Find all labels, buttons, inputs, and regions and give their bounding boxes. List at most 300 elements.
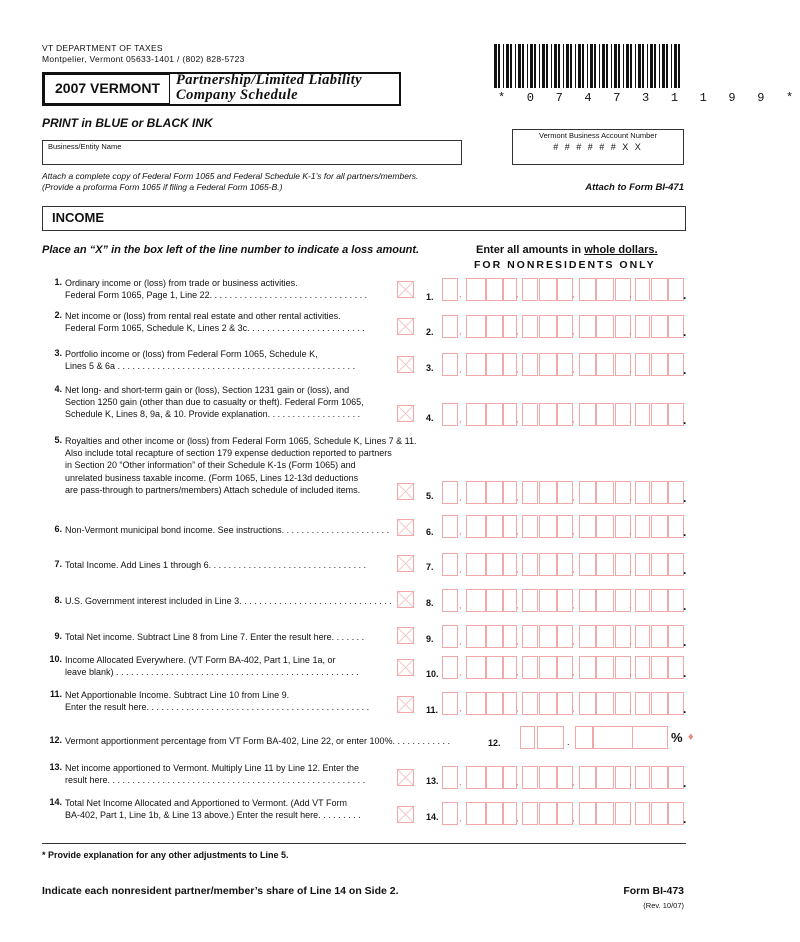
thousands-separator: , [516, 777, 519, 787]
whole-dollars-instruction [476, 244, 658, 256]
digit-cell [466, 553, 486, 576]
thousands-separator: , [516, 326, 519, 336]
digit-cell [486, 515, 503, 538]
decimal-point: . [683, 776, 687, 790]
thousands-separator: , [516, 526, 519, 536]
line-description [65, 277, 367, 301]
line-description-row: Also include total recapture of section 179 expense deduction reported to partners [65, 448, 392, 459]
digit-cell [522, 515, 538, 538]
digit-cell [579, 766, 596, 789]
digit-cell [635, 802, 650, 825]
thousands-separator: , [459, 600, 462, 610]
digit-cell [522, 553, 538, 576]
account-number-value: # # # # # # X X [553, 142, 643, 152]
line-number: 4. [54, 384, 62, 394]
barcode-bar [542, 44, 545, 88]
loss-checkbox[interactable] [397, 483, 414, 500]
digit-cell [635, 656, 650, 679]
thousands-separator: , [459, 703, 462, 713]
digit-cell [596, 353, 614, 376]
amount-input[interactable] [440, 403, 686, 426]
line-reference: 13. [426, 776, 439, 786]
line-description [65, 631, 364, 643]
line-description-row: Net income apportioned to Vermont. Multiply Line 11 by Line 12. Enter the [65, 763, 360, 773]
digit-cell [539, 692, 557, 715]
line-number: 2. [54, 310, 62, 320]
digit-cell [557, 403, 573, 426]
digit-cell [539, 656, 557, 679]
explanation-note: * Provide explanation for any other adjustments to Line 5. [42, 850, 289, 860]
line-description-row: Total Net Income Allocated and Apportioned to Vermont. (Add VT Form [65, 798, 347, 808]
digit-cell [596, 515, 614, 538]
line-number: 7. [54, 559, 62, 569]
divider [42, 843, 686, 844]
line-reference: 1. [426, 292, 434, 302]
loss-checkbox[interactable] [397, 519, 414, 536]
line-number: 14. [49, 797, 62, 807]
digit-cell [503, 515, 517, 538]
income-section-header [42, 206, 686, 231]
digit-cell [466, 802, 486, 825]
digit-cell [522, 802, 538, 825]
digit-cell [635, 315, 650, 338]
digit-cell [539, 625, 557, 648]
digit-cell [635, 403, 650, 426]
digit-cell [486, 692, 503, 715]
digit-cell [466, 353, 486, 376]
line-description-row: U.S. Government interest included in Line 3. . . . . . . . . . . . . . . . . . . . . . . . . . . . . . . [65, 596, 392, 606]
amount-input[interactable] [440, 802, 686, 825]
barcode-bar [551, 44, 552, 88]
digit-cell [635, 278, 650, 301]
thousands-separator: , [459, 564, 462, 574]
line-description-row: Income Allocated Everywhere. (VT Form BA-402, Part 1, Line 1a, or [65, 655, 336, 665]
barcode-bar [623, 44, 624, 88]
decimal-point: . [683, 325, 687, 339]
barcode-bar [563, 44, 564, 88]
loss-checkbox[interactable] [397, 356, 414, 373]
digit-cell [651, 315, 668, 338]
line-description [65, 595, 392, 607]
line-description-row: leave blank) . . . . . . . . . . . . . . . . . . . . . . . . . . . . . . . . . . . . . . . . . . . . . . . . . [65, 667, 359, 678]
line-number: 13. [49, 762, 62, 772]
thousands-separator: , [572, 492, 575, 502]
digit-cell [635, 353, 650, 376]
digit-cell [668, 802, 687, 826]
thousands-separator: , [572, 777, 575, 787]
digit-cell [596, 625, 614, 648]
digit-cell [651, 625, 668, 648]
digit-cell [579, 589, 596, 612]
digit-cell [442, 481, 458, 504]
digit-cell [442, 353, 458, 376]
decimal-point: . [683, 363, 687, 377]
digit-cell [522, 481, 538, 504]
thousands-separator: , [629, 667, 632, 677]
thousands-separator: , [629, 326, 632, 336]
thousands-separator: , [572, 289, 575, 299]
decimal-point: . [683, 635, 687, 649]
digit-cell [635, 553, 650, 576]
barcode [494, 44, 682, 88]
barcode-bar [611, 44, 612, 88]
form-number: Form BI-473 [623, 885, 684, 897]
line-description-row: Lines 5 & 6a . . . . . . . . . . . . . . . . . . . . . . . . . . . . . . . . . . . . . . . . . . . . . . . . [65, 361, 356, 372]
barcode-bar [654, 44, 656, 88]
digit-cell [503, 656, 517, 679]
line-description [65, 384, 364, 421]
thousands-separator: , [516, 414, 519, 424]
decimal-point: . [683, 491, 687, 505]
digit-cell [557, 553, 573, 576]
amount-input[interactable] [440, 766, 686, 789]
line-description-row: are pass-through to partners/members) Attach schedule of included items. [65, 484, 361, 495]
barcode-bar [530, 44, 533, 88]
attach-note-2: (Provide a proforma Form 1065 if filing a Federal Form 1065-B.) [42, 182, 283, 192]
line-description-row: Portfolio income or (loss) from Federal Form 1065, Schedule K, [65, 349, 318, 359]
thousands-separator: , [629, 703, 632, 713]
digit-cell [596, 656, 614, 679]
digit-cell [522, 656, 538, 679]
line-description [65, 735, 450, 747]
thousands-separator: , [459, 364, 462, 374]
decimal-point: . [683, 702, 687, 716]
barcode-bar [659, 44, 660, 88]
thousands-separator: , [516, 703, 519, 713]
digit-cell [539, 766, 557, 789]
line-description [65, 797, 361, 821]
barcode-bar [558, 44, 560, 88]
digit-cell [539, 515, 557, 538]
digit-cell [651, 656, 668, 679]
digit-cell [442, 625, 458, 648]
digit-cell [668, 656, 687, 680]
account-number-label: Vermont Business Account Number [539, 131, 657, 140]
digit-cell [668, 625, 687, 649]
barcode-bar [647, 44, 648, 88]
digit-cell [651, 403, 668, 426]
decimal-point: . [683, 599, 687, 613]
thousands-separator: , [516, 492, 519, 502]
line-description [65, 348, 355, 372]
digit-cell [503, 553, 517, 576]
barcode-bar [575, 44, 576, 88]
digit-cell [539, 481, 557, 504]
barcode-bar [506, 44, 509, 88]
line-description-row: Net income or (loss) from rental real estate and other rental activities. [65, 311, 341, 321]
thousands-separator: , [629, 364, 632, 374]
thousands-separator: , [459, 813, 462, 823]
barcode-bar [582, 44, 584, 88]
barcode-bar [602, 44, 605, 88]
barcode-bar [614, 44, 617, 88]
thousands-separator: , [629, 564, 632, 574]
thousands-separator: , [516, 564, 519, 574]
digit-cell [557, 692, 573, 715]
digit-cell [537, 726, 564, 749]
digit-cell [557, 656, 573, 679]
digit-cell [596, 766, 614, 789]
digit-cell [503, 353, 517, 376]
digit-cell [539, 278, 557, 301]
department-address: Montpelier, Vermont 05633-1401 / (802) 828-5723 [42, 54, 245, 64]
loss-checkbox[interactable] [397, 806, 414, 823]
line-description-row: unrelated business taxable income. (Form 1065, Lines 12-13d deductions [65, 472, 359, 483]
digit-cell [575, 726, 593, 749]
line-description-row: Section 1250 gain (other than due to casualty or theft). Federal Form 1065, [65, 397, 364, 408]
amount-input[interactable] [440, 315, 686, 338]
digit-cell [522, 403, 538, 426]
whole-dollars-emphasis: whole dollars. [584, 244, 658, 256]
business-name-label: Business/Entity Name [48, 142, 122, 151]
thousands-separator: , [516, 364, 519, 374]
line-description [65, 524, 389, 536]
amount-input[interactable] [440, 353, 686, 376]
loss-checkbox[interactable] [397, 627, 414, 644]
line-number: 5. [54, 435, 62, 445]
digit-cell [635, 481, 650, 504]
attach-note-1: Attach a complete copy of Federal Form 1065 and Federal Schedule K-1’s for all partners/members. [42, 171, 419, 181]
barcode-bar [635, 44, 636, 88]
barcode-bar [626, 44, 629, 88]
digit-cell [486, 315, 503, 338]
digit-cell [579, 656, 596, 679]
digit-cell [651, 766, 668, 789]
whole-dollars-prefix: Enter all amounts in [476, 244, 585, 256]
digit-cell [522, 315, 538, 338]
barcode-bar [578, 44, 581, 88]
thousands-separator: , [629, 492, 632, 502]
barcode-bar [498, 44, 500, 88]
line-description-row: Total Income. Add Lines 1 through 6. . . . . . . . . . . . . . . . . . . . . . . . . . . . . . . . [65, 560, 367, 570]
digit-cell [466, 656, 486, 679]
loss-checkbox[interactable] [397, 659, 414, 676]
barcode-bar [515, 44, 516, 88]
digit-cell [466, 515, 486, 538]
thousands-separator: , [629, 813, 632, 823]
digit-cell [632, 726, 668, 749]
barcode-bar [522, 44, 524, 88]
digit-cell [486, 625, 503, 648]
thousands-separator: , [516, 813, 519, 823]
loss-checkbox[interactable] [397, 591, 414, 608]
digit-cell [579, 802, 596, 825]
form-title [176, 73, 362, 103]
line-number: 10. [49, 654, 62, 664]
year-label: 2007 VERMONT [44, 74, 170, 104]
digit-cell [593, 726, 633, 749]
digit-cell [557, 481, 573, 504]
digit-cell [486, 589, 503, 612]
thousands-separator: , [629, 600, 632, 610]
line-description [65, 310, 365, 334]
digit-cell [596, 553, 614, 576]
digit-cell [557, 802, 573, 825]
digit-cell [503, 589, 517, 612]
loss-checkbox[interactable] [397, 769, 414, 786]
barcode-bar [671, 44, 672, 88]
decimal-point: . [683, 563, 687, 577]
decimal-point: . [683, 413, 687, 427]
thousands-separator: , [572, 813, 575, 823]
print-instruction: PRINT in BLUE or BLACK INK [42, 116, 213, 130]
amount-input[interactable] [440, 589, 686, 612]
barcode-bar [678, 44, 680, 88]
digit-cell [579, 692, 596, 715]
loss-checkbox[interactable] [397, 555, 414, 572]
digit-cell [557, 766, 573, 789]
digit-cell [668, 403, 687, 427]
digit-cell [596, 692, 614, 715]
amount-input[interactable] [440, 625, 686, 648]
digit-cell [596, 802, 614, 825]
barcode-bar [527, 44, 528, 88]
thousands-separator: , [629, 289, 632, 299]
line-number: 6. [54, 524, 62, 534]
line-reference: 6. [426, 527, 434, 537]
loss-checkbox[interactable] [397, 696, 414, 713]
digit-cell [635, 515, 650, 538]
digit-cell [486, 481, 503, 504]
digit-cell [557, 625, 573, 648]
line-description-row: Royalties and other income or (loss) from Federal Form 1065, Schedule K, Lines 7 & 11. [65, 436, 417, 446]
loss-checkbox[interactable] [397, 318, 414, 335]
digit-cell [651, 515, 668, 538]
amount-input[interactable] [440, 692, 686, 715]
thousands-separator: , [629, 636, 632, 646]
digit-cell [579, 515, 596, 538]
digit-cell [522, 625, 538, 648]
line-number: 12. [49, 735, 62, 745]
digit-cell [668, 315, 687, 339]
digit-cell [539, 589, 557, 612]
line-number: 11. [49, 689, 62, 699]
department-name: VT DEPARTMENT OF TAXES [42, 43, 163, 53]
digit-cell [651, 802, 668, 825]
digit-cell [503, 403, 517, 426]
line-description-row: Ordinary income or (loss) from trade or business activities. [65, 278, 298, 288]
line-description-row: Non-Vermont municipal bond income. See instructions. . . . . . . . . . . . . . . . . . . . . . [65, 525, 390, 535]
digit-cell [539, 353, 557, 376]
digit-cell [503, 766, 517, 789]
barcode-bar [539, 44, 540, 88]
amount-input[interactable] [440, 656, 686, 679]
barcode-bar [554, 44, 557, 88]
loss-checkbox[interactable] [397, 281, 414, 298]
digit-cell [466, 766, 486, 789]
digit-cell [635, 625, 650, 648]
digit-cell [486, 802, 503, 825]
revision-date: (Rev. 10/07) [643, 901, 684, 910]
digit-cell [486, 656, 503, 679]
digit-cell [503, 625, 517, 648]
loss-instruction: Place an “X” in the box left of the line number to indicate a loss amount. [42, 244, 420, 256]
line-description-row: Federal Form 1065, Schedule K, Lines 2 & 3c. . . . . . . . . . . . . . . . . . . . . . . . [65, 323, 365, 334]
thousands-separator: , [459, 667, 462, 677]
line-description [65, 689, 369, 713]
barcode-bar [594, 44, 596, 88]
percentage-input[interactable] [440, 726, 686, 749]
amount-input[interactable] [440, 278, 686, 301]
line-description-row: Schedule K, Lines 8, 9a, & 10. Provide explanation. . . . . . . . . . . . . . . . . . . [65, 409, 361, 420]
digit-cell [466, 278, 486, 301]
line-reference: 2. [426, 327, 434, 337]
digit-cell [442, 766, 458, 789]
amount-input[interactable] [440, 481, 686, 504]
barcode-bar [650, 44, 653, 88]
barcode-bar [518, 44, 521, 88]
digit-cell [668, 515, 687, 539]
amount-input[interactable] [440, 515, 686, 538]
digit-cell [466, 481, 486, 504]
digit-cell [539, 403, 557, 426]
digit-cell [668, 692, 687, 716]
digit-cell [520, 726, 535, 749]
digit-cell [503, 802, 517, 825]
digit-cell [579, 481, 596, 504]
line-number: 8. [54, 595, 62, 605]
digit-cell [651, 353, 668, 376]
thousands-separator: , [629, 414, 632, 424]
thousands-separator: , [572, 703, 575, 713]
barcode-bar [638, 44, 641, 88]
digit-cell [651, 692, 668, 715]
income-section-title: INCOME [52, 210, 104, 225]
digit-cell [596, 481, 614, 504]
digit-cell [442, 656, 458, 679]
loss-checkbox[interactable] [397, 405, 414, 422]
digit-cell [466, 589, 486, 612]
digit-cell [442, 553, 458, 576]
line-description [65, 435, 417, 496]
digit-cell [635, 589, 650, 612]
department-header [42, 43, 245, 65]
barcode-bar [662, 44, 665, 88]
digit-cell [442, 315, 458, 338]
digit-cell [651, 589, 668, 612]
digit-cell [579, 353, 596, 376]
digit-cell [522, 589, 538, 612]
digit-cell [486, 553, 503, 576]
line-number: 9. [54, 631, 62, 641]
digit-cell [557, 315, 573, 338]
nonresidents-only-label: FOR NONRESIDENTS ONLY [474, 259, 656, 271]
thousands-separator: , [459, 526, 462, 536]
thousands-separator: , [516, 667, 519, 677]
barcode-bar [642, 44, 644, 88]
digit-cell [651, 553, 668, 576]
form-title-line-1: Partnership/Limited Liability [176, 72, 363, 88]
form-title-line-2: Company Schedule [176, 87, 299, 103]
decimal-point: . [683, 812, 687, 826]
digit-cell [442, 589, 458, 612]
line-reference: 10. [426, 669, 439, 679]
amount-input[interactable] [440, 553, 686, 576]
barcode-bar [546, 44, 548, 88]
digit-cell [668, 353, 687, 377]
digit-cell [579, 403, 596, 426]
line-description-row: Enter the result here. . . . . . . . . . . . . . . . . . . . . . . . . . . . . . . . . . . . . . . . . . . . . [65, 702, 370, 713]
decimal-point: . [683, 525, 687, 539]
barcode-bar [570, 44, 572, 88]
digit-cell [442, 515, 458, 538]
line-number: 1. [54, 277, 62, 287]
digit-cell [651, 481, 668, 504]
line-description [65, 762, 365, 786]
digit-cell [466, 625, 486, 648]
line-description [65, 559, 366, 571]
barcode-bar [590, 44, 593, 88]
